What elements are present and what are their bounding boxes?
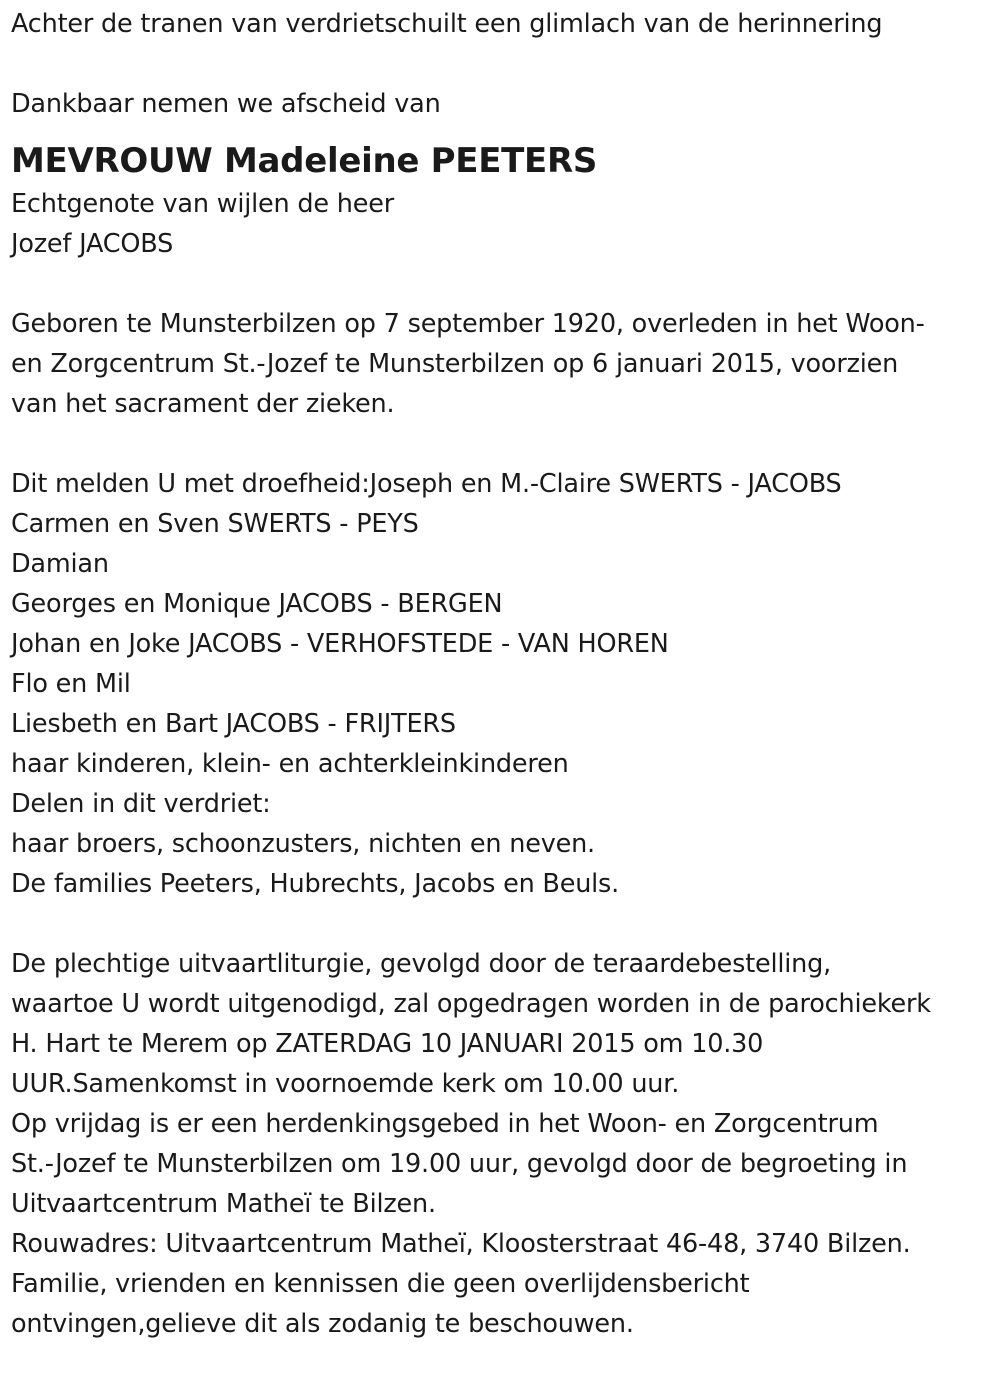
spacer bbox=[11, 264, 996, 304]
family-line: Dit melden U met droefheid:Joseph en M.-Claire SWERTS - JACOBS bbox=[11, 469, 842, 499]
family-line: Carmen en Sven SWERTS - PEYS bbox=[11, 509, 419, 539]
family-list bbox=[11, 464, 996, 904]
family-line: Delen in dit verdriet: bbox=[11, 789, 271, 819]
family-line: Liesbeth en Bart JACOBS - FRIJTERS bbox=[11, 709, 456, 739]
funeral-paragraph bbox=[11, 944, 996, 1344]
paragraph-line: ontvingen,gelieve dit als zodanig te beschouwen. bbox=[11, 1309, 634, 1339]
spouse-line: Jozef JACOBS bbox=[11, 229, 174, 259]
paragraph-line: H. Hart te Merem op ZATERDAG 10 JANUARI 2015 om 10.30 bbox=[11, 1029, 764, 1059]
spacer bbox=[11, 44, 996, 84]
spacer bbox=[11, 904, 996, 944]
paragraph-line: St.-Jozef te Munsterbilzen om 19.00 uur, gevolgd door de begroeting in bbox=[11, 1149, 908, 1179]
paragraph-line: en Zorgcentrum St.-Jozef te Munsterbilzen op 6 januari 2015, voorzien bbox=[11, 349, 899, 379]
death-notice bbox=[11, 4, 996, 1344]
paragraph-line: Rouwadres: Uitvaartcentrum Matheï, Kloosterstraat 46-48, 3740 Bilzen. bbox=[11, 1229, 911, 1259]
family-line: Johan en Joke JACOBS - VERHOFSTEDE - VAN HOREN bbox=[11, 629, 669, 659]
paragraph-line: Uitvaartcentrum Matheï te Bilzen. bbox=[11, 1189, 436, 1219]
family-line: haar broers, schoonzusters, nichten en neven. bbox=[11, 829, 595, 859]
intro-line: Dankbaar nemen we afscheid van bbox=[11, 89, 441, 119]
paragraph-line: Familie, vrienden en kennissen die geen overlijdensbericht bbox=[11, 1269, 750, 1299]
spouse-line: Echtgenote van wijlen de heer bbox=[11, 189, 394, 219]
paragraph-line: Geboren te Munsterbilzen op 7 september 1920, overleden in het Woon- bbox=[11, 309, 925, 339]
paragraph-line: van het sacrament der zieken. bbox=[11, 389, 395, 419]
paragraph-line: waartoe U wordt uitgenodigd, zal opgedragen worden in de parochiekerk bbox=[11, 989, 931, 1019]
spacer bbox=[11, 424, 996, 464]
birth-death-paragraph bbox=[11, 304, 996, 424]
family-line: haar kinderen, klein- en achterkleinkinderen bbox=[11, 749, 569, 779]
family-line: Damian bbox=[11, 549, 109, 579]
family-line: Flo en Mil bbox=[11, 669, 131, 699]
motto: Achter de tranen van verdrietschuilt een glimlach van de herinnering bbox=[11, 9, 883, 39]
paragraph-line: Op vrijdag is er een herdenkingsgebed in het Woon- en Zorgcentrum bbox=[11, 1109, 879, 1139]
family-line: Georges en Monique JACOBS - BERGEN bbox=[11, 589, 503, 619]
paragraph-line: UUR.Samenkomst in voornoemde kerk om 10.00 uur. bbox=[11, 1069, 680, 1099]
spouse-block bbox=[11, 184, 996, 264]
family-line: De families Peeters, Hubrechts, Jacobs en Beuls. bbox=[11, 869, 620, 899]
paragraph-line: De plechtige uitvaartliturgie, gevolgd door de teraardebestelling, bbox=[11, 949, 832, 979]
deceased-name: MEVROUW Madeleine PEETERS bbox=[11, 141, 598, 181]
